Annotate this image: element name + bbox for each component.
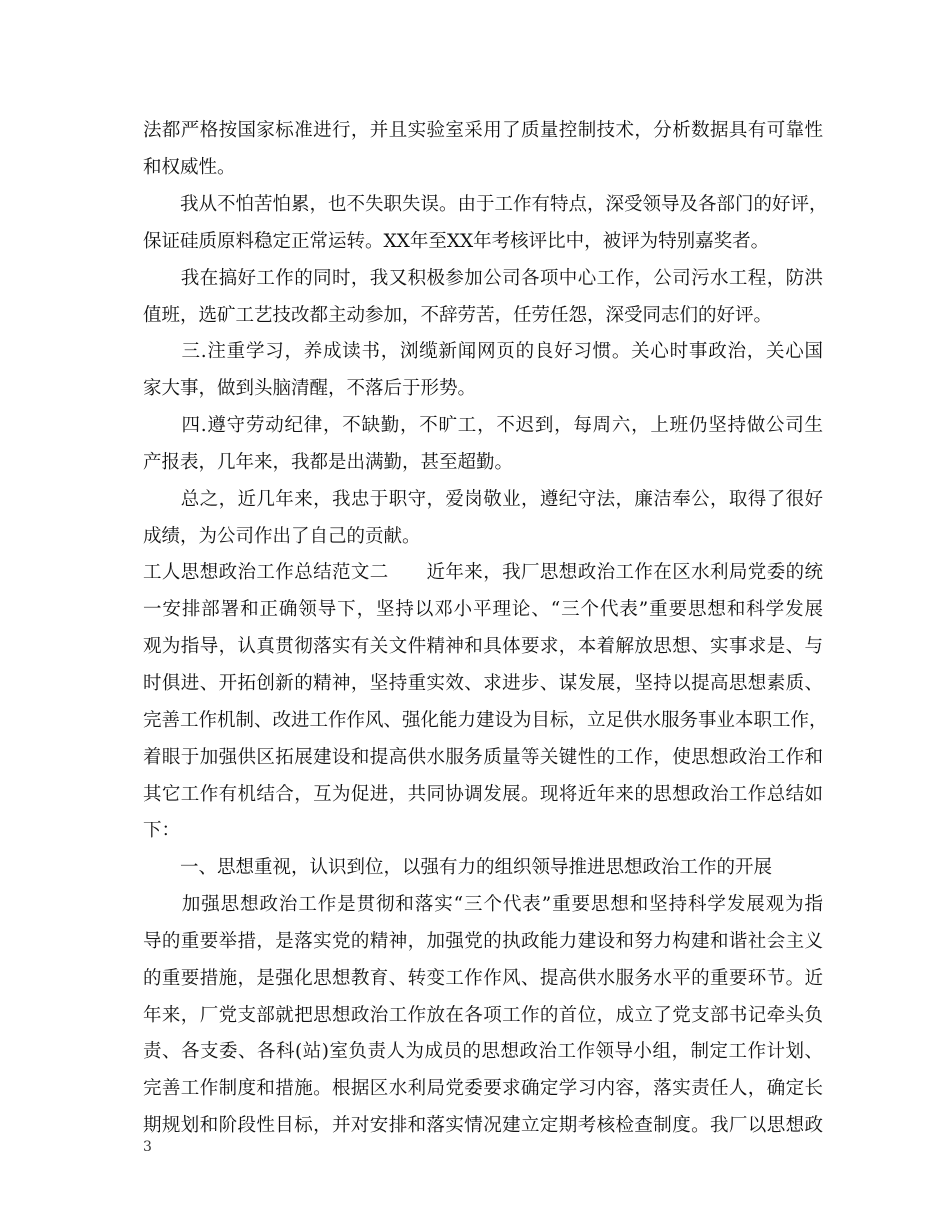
text-line: 产报表，几年来，我都是出满勤，甚至超勤。 — [143, 452, 514, 473]
text-line: 完善工作制度和措施。根据区水利局党委要求确定学习内容，落实责任人，确定长 — [143, 1078, 823, 1099]
text-line: 的重要措施，是强化思想教育、转变工作作风、提高供水服务水平的重要环节。近 — [143, 968, 823, 989]
text-line: 我在搞好工作的同时，我又积极参加公司各项中心工作，公司污水工程，防洪 — [143, 268, 823, 289]
text-line: 下： — [143, 820, 181, 841]
text-line: 值班，选矿工艺技改都主动参加，不辞劳苦，任劳任怨，深受同志们的好评。 — [143, 305, 773, 326]
text-line: 成绩，为公司作出了自己的贡献。 — [143, 526, 421, 547]
text-line: 年来，厂党支部就把思想政治工作放在各项工作的首位，成立了党支部书记牵头负 — [143, 1005, 823, 1026]
text-line: 着眼于加强供区拓展建设和提高供水服务质量等关键性的工作，使思想政治工作和 — [143, 747, 823, 768]
text-line: 和权威性。 — [143, 157, 236, 178]
text-line: 法都严格按国家标准进行，并且实验室采用了质量控制技术，分析数据具有可靠性 — [143, 120, 823, 141]
text-line: 家大事，做到头脑清醒，不落后于形势。 — [143, 378, 477, 399]
text-line: 责、各支委、各科(站)室负责人为成员的思想政治工作领导小组，制定工作计划、 — [143, 1041, 823, 1062]
text-line: 一安排部署和正确领导下，坚持以邓小平理论、“三个代表”重要思想和科学发展 — [143, 599, 823, 620]
text-line: 时俱进、开拓创新的精神，坚持重实效、求进步、谋发展，坚持以提高思想素质、 — [143, 673, 823, 694]
text-line: 保证硅质原料稳定正常运转。XX年至XX年考核评比中，被评为特别嘉奖者。 — [143, 231, 770, 252]
text-line: 导的重要举措，是落实党的精神，加强党的执政能力建设和努力构建和谐社会主义 — [143, 931, 823, 952]
text-line: 四.遵守劳动纪律，不缺勤，不旷工，不迟到，每周六，上班仍坚持做公司生 — [143, 415, 823, 436]
text-line: 工人思想政治工作总结范文二 近年来，我厂思想政治工作在区水利局党委的统 — [143, 562, 823, 583]
text-line: 我从不怕苦怕累，也不失职失误。由于工作有特点，深受领导及各部门的好评， — [143, 194, 828, 215]
text-line: 加强思想政治工作是贯彻和落实“三个代表”重要思想和坚持科学发展观为指 — [143, 894, 823, 915]
text-line: 总之，近几年来，我忠于职守，爱岗敬业，遵纪守法，廉洁奉公，取得了很好 — [143, 489, 823, 510]
page-number: 3 — [143, 1139, 152, 1155]
text-line: 期规划和阶段性目标，并对安排和落实情况建立定期考核检查制度。我厂以思想政 — [143, 1115, 823, 1136]
text-line: 三.注重学习，养成读书，浏缆新闻网页的良好习惯。关心时事政治，关心国 — [143, 341, 823, 362]
text-line: 一、思想重视，认识到位，以强有力的组织领导推进思想政治工作的开展 — [143, 857, 773, 878]
text-line: 其它工作有机结合，互为促进，共同协调发展。现将近年来的思想政治工作总结如 — [143, 784, 823, 805]
text-line: 观为指导，认真贯彻落实有关文件精神和具体要求，本着解放思想、实事求是、与 — [143, 636, 823, 657]
text-line: 完善工作机制、改进工作作风、强化能力建设为目标，立足供水服务事业本职工作， — [143, 710, 828, 731]
